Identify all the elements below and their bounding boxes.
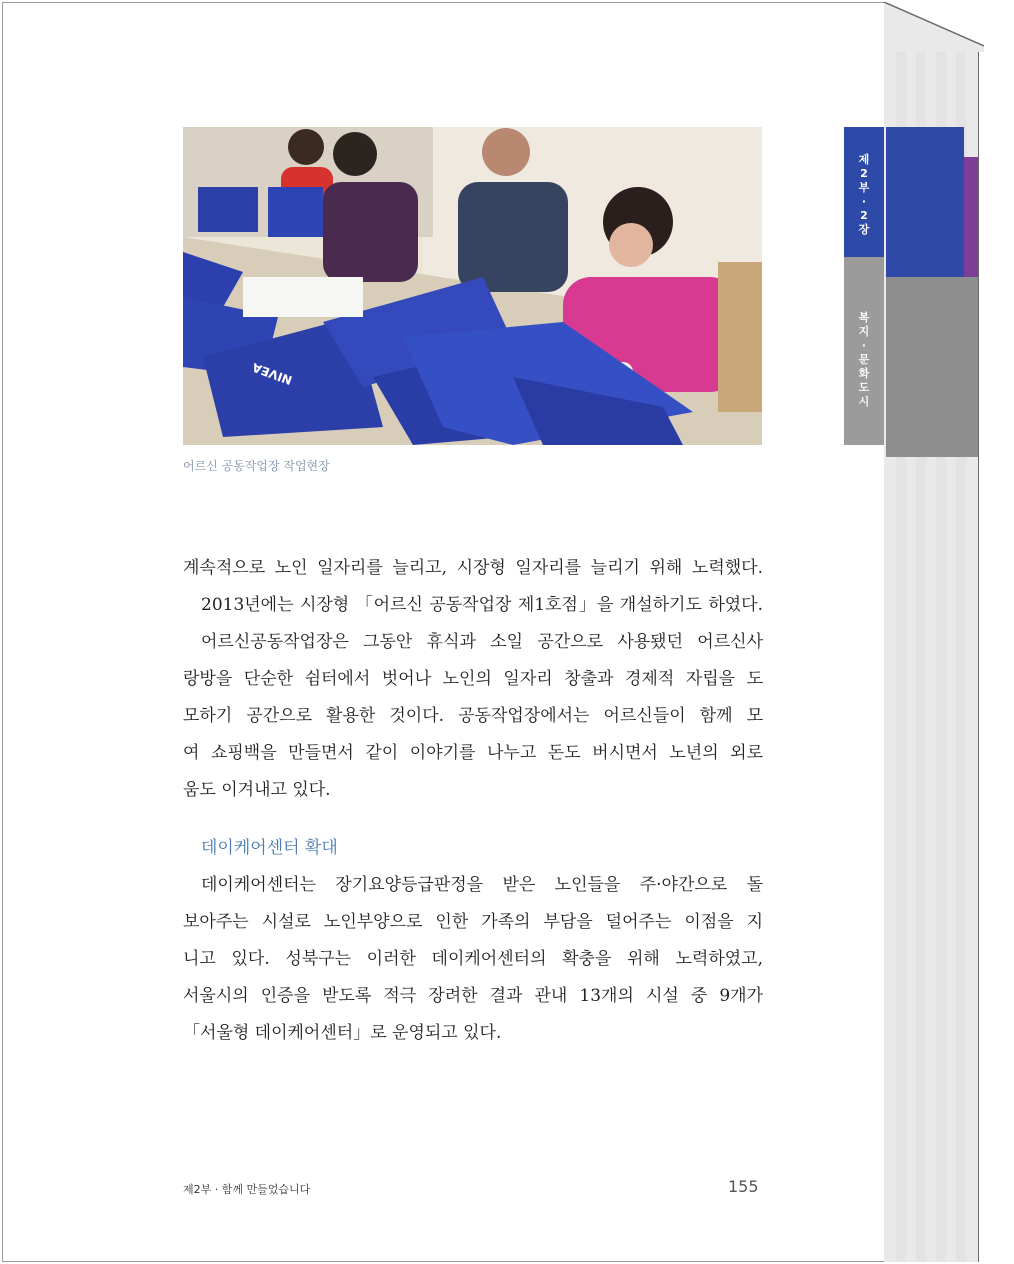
bag-logo-text: NIVEA [250, 360, 295, 388]
body-line: 서울시의 인증을 받도록 적극 장려한 결과 관내 13개의 시설 중 9개가 [183, 986, 763, 1006]
section-tab-char: 문 [858, 353, 870, 366]
chapter-tab [844, 127, 884, 257]
body-line: 2013년에는 시장형 「어르신 공동작업장 제1호점」을 개설하기도 하였다. [201, 595, 763, 615]
section-tab-char: · [861, 339, 867, 352]
chapter-edge-marker [886, 127, 964, 277]
chapter-edge-marker-purple [964, 157, 978, 277]
body-text [183, 550, 763, 1052]
section-edge-marker [886, 277, 978, 457]
section-tab-char: 도 [858, 381, 870, 394]
body-line: 계속적으로 노인 일자리를 늘리고, 시장형 일자리를 늘리기 위해 노력했다. [183, 558, 763, 578]
photo-caption: 어르신 공동작업장 작업현장 [183, 459, 330, 473]
body-line: 니고 있다. 성북구는 이러한 데이케어센터의 확충을 위해 노력하였고, [183, 949, 763, 969]
body-line: 어르신공동작업장은 그동안 휴식과 소일 공간으로 사용됐던 어르신사 [201, 632, 763, 652]
section-heading: 데이케어센터 확대 [201, 838, 338, 858]
section-tab-char: 복 [858, 311, 870, 324]
chapter-tab-char: 제 [858, 153, 870, 166]
body-line: 데이케어센터는 장기요양등급판정을 받은 노인들을 주·야간으로 돌 [201, 875, 763, 895]
chapter-tab-char: 부 [858, 181, 870, 194]
body-line: 「서울형 데이케어센터」로 운영되고 있다. [183, 1023, 502, 1043]
page-number: 155 [728, 1177, 759, 1196]
body-line: 여 쇼핑백을 만들면서 같이 이야기를 나누고 돈도 버시면서 노년의 외로 [183, 743, 763, 763]
body-line: 움도 이겨내고 있다. [183, 780, 331, 800]
chapter-tab-char: 2 [860, 167, 868, 180]
workshop-photo [183, 127, 762, 445]
section-tab-char: 시 [858, 395, 870, 408]
chapter-tab-char: 장 [858, 223, 870, 236]
body-line: 모하기 공간으로 활용한 것이다. 공동작업장에서는 어르신들이 함께 모 [183, 706, 763, 726]
running-footer: 제2부 · 함께 만들었습니다 [183, 1183, 311, 1196]
chapter-tab-char: · [861, 195, 867, 208]
chapter-tab-char: 2 [860, 209, 868, 222]
body-line: 랑방을 단순한 쉼터에서 벗어나 노인의 일자리 창출과 경제적 자립을 도 [183, 669, 763, 689]
section-tab-char: 화 [858, 367, 870, 380]
section-tab-char: 지 [858, 325, 870, 338]
section-tab [844, 257, 884, 445]
body-line: 보아주는 시설로 노인부양으로 인한 가족의 부담을 덜어주는 이점을 지 [183, 912, 763, 932]
